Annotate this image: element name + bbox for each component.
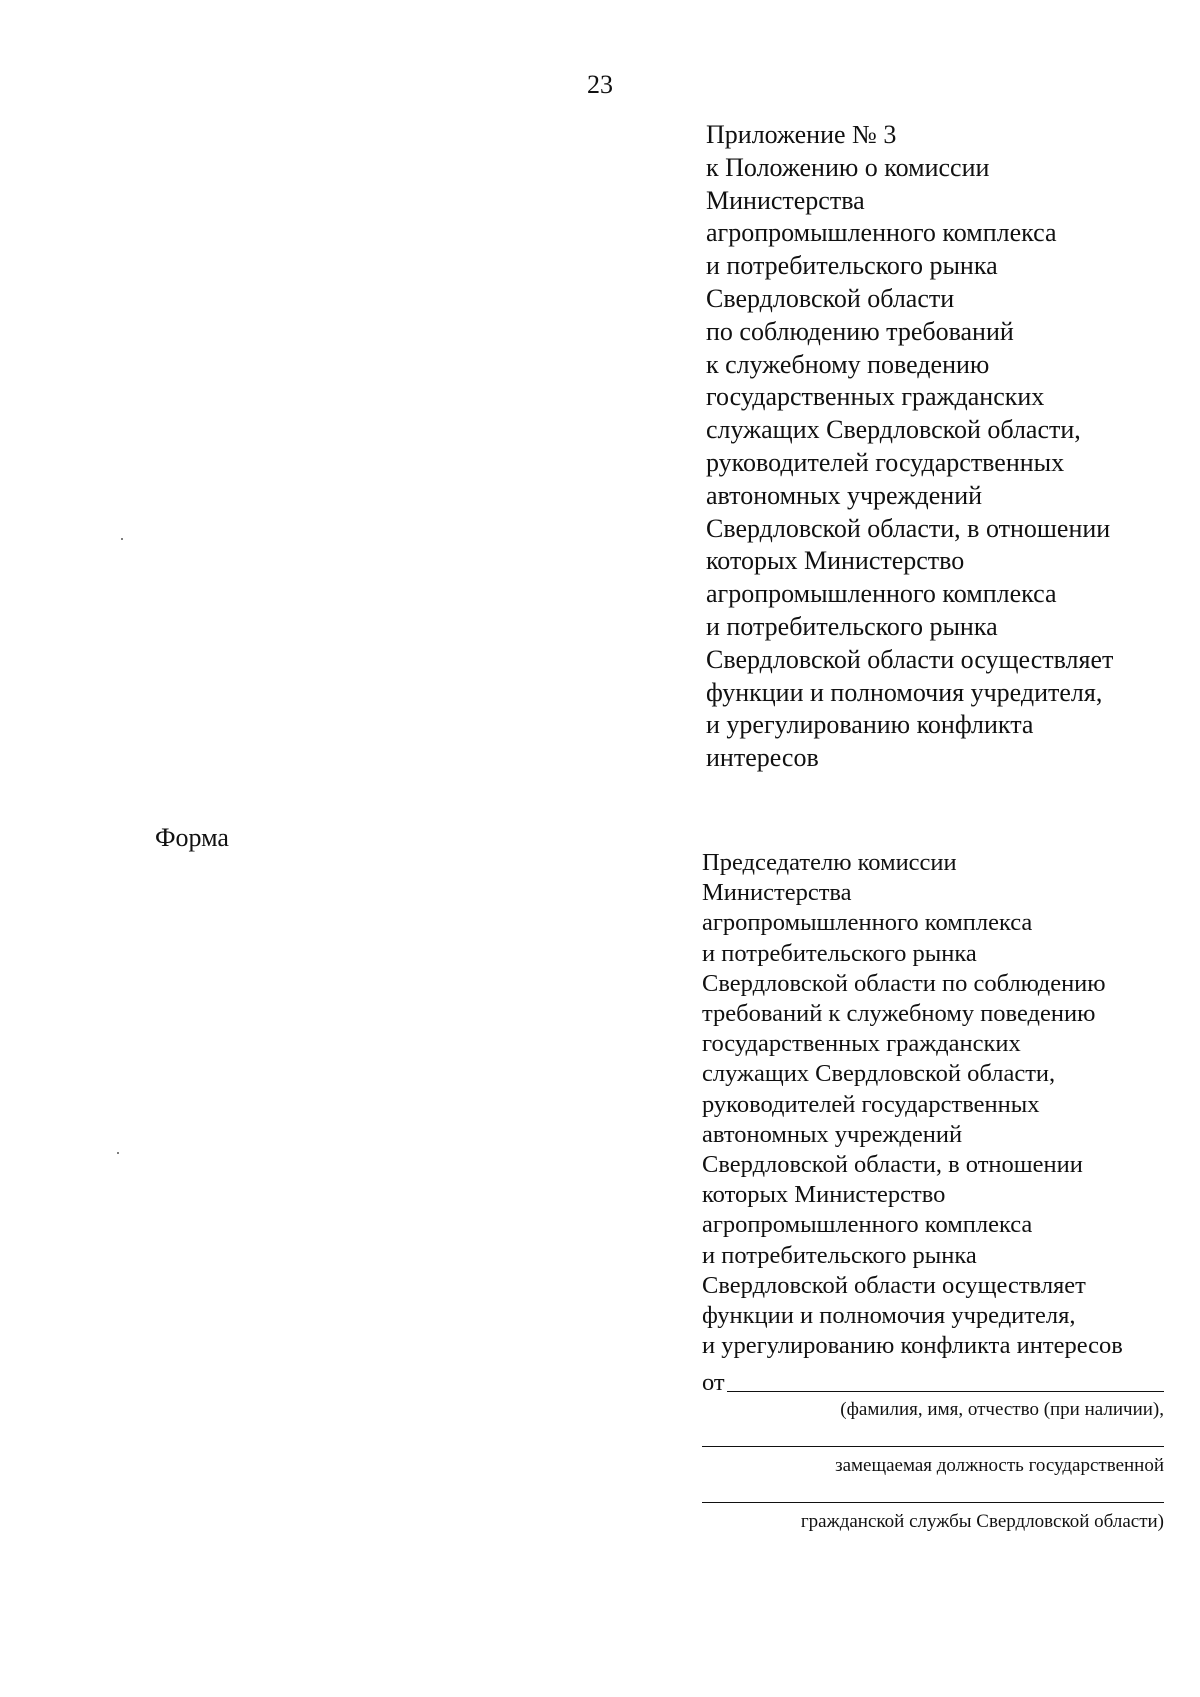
appendix-line: Свердловской области <box>706 283 955 313</box>
from-label: от <box>702 1369 725 1396</box>
position-caption: замещаемая должность государственной <box>835 1455 1164 1476</box>
appendix-line: и потребительского рынка <box>706 611 998 641</box>
addressee-line: Свердловской области осуществляет <box>702 1271 1086 1299</box>
addressee-line: Министерства <box>702 879 852 907</box>
form-label: Форма <box>155 823 229 852</box>
appendix-line: автономных учреждений <box>706 480 983 510</box>
appendix-line: Свердловской области осуществляет <box>706 644 1114 674</box>
addressee-line: и потребительского рынка <box>702 1241 977 1269</box>
scan-speck <box>121 538 123 540</box>
appendix-line: Приложение № 3 <box>706 120 897 149</box>
addressee-line: требований к служебному поведению <box>702 1000 1096 1028</box>
appendix-line: интересов <box>706 743 819 773</box>
appendix-line: агропромышленного комплекса <box>706 218 1057 248</box>
scan-speck <box>117 1152 119 1154</box>
appendix-line: Свердловской области, в отношении <box>706 513 1111 543</box>
addressee-line: и урегулированию конфликта интересов <box>702 1332 1123 1360</box>
appendix-line: и потребительского рынка <box>706 251 998 281</box>
addressee-line: Председателю комиссии <box>702 849 957 876</box>
addressee-line: автономных учреждений <box>702 1120 963 1148</box>
appendix-line: и урегулированию конфликта <box>706 710 1034 740</box>
addressee-line: функции и полномочия учредителя, <box>702 1302 1076 1330</box>
appendix-line: Министерства <box>706 185 865 215</box>
addressee-line: государственных гражданских <box>702 1030 1021 1058</box>
addressee-line: служащих Свердловской области, <box>702 1060 1056 1088</box>
service-caption: гражданской службы Свердловской области) <box>800 1511 1164 1532</box>
page-number: 23 <box>587 70 613 99</box>
from-blank-line[interactable] <box>727 1391 1164 1392</box>
appendix-line: служащих Свердловской области, <box>706 415 1081 445</box>
appendix-line: к служебному поведению <box>706 349 990 379</box>
position-blank-line[interactable] <box>702 1446 1164 1447</box>
addressee-block <box>702 848 1172 1361</box>
name-caption: (фамилия, имя, отчество (при наличии), <box>840 1399 1164 1420</box>
addressee-line: агропромышленного комплекса <box>702 909 1033 937</box>
service-blank-line[interactable] <box>702 1502 1164 1503</box>
appendix-line: агропромышленного комплекса <box>706 579 1057 609</box>
appendix-line: руководителей государственных <box>706 447 1065 477</box>
appendix-line: функции и полномочия учредителя, <box>706 677 1103 707</box>
appendix-heading <box>706 119 1186 775</box>
appendix-line: которых Министерство <box>706 546 965 576</box>
addressee-line: и потребительского рынка <box>702 939 977 967</box>
addressee-line: Свердловской области по соблюдению <box>702 969 1106 997</box>
addressee-line: которых Министерство <box>702 1181 946 1209</box>
addressee-line: руководителей государственных <box>702 1090 1040 1118</box>
from-field <box>702 1367 1164 1397</box>
appendix-line: к Положению о комиссии <box>706 152 990 182</box>
appendix-line: по соблюдению требований <box>706 316 1014 346</box>
appendix-line: государственных гражданских <box>706 382 1045 412</box>
addressee-line: агропромышленного комплекса <box>702 1211 1033 1239</box>
addressee-line: Свердловской области, в отношении <box>702 1151 1083 1179</box>
